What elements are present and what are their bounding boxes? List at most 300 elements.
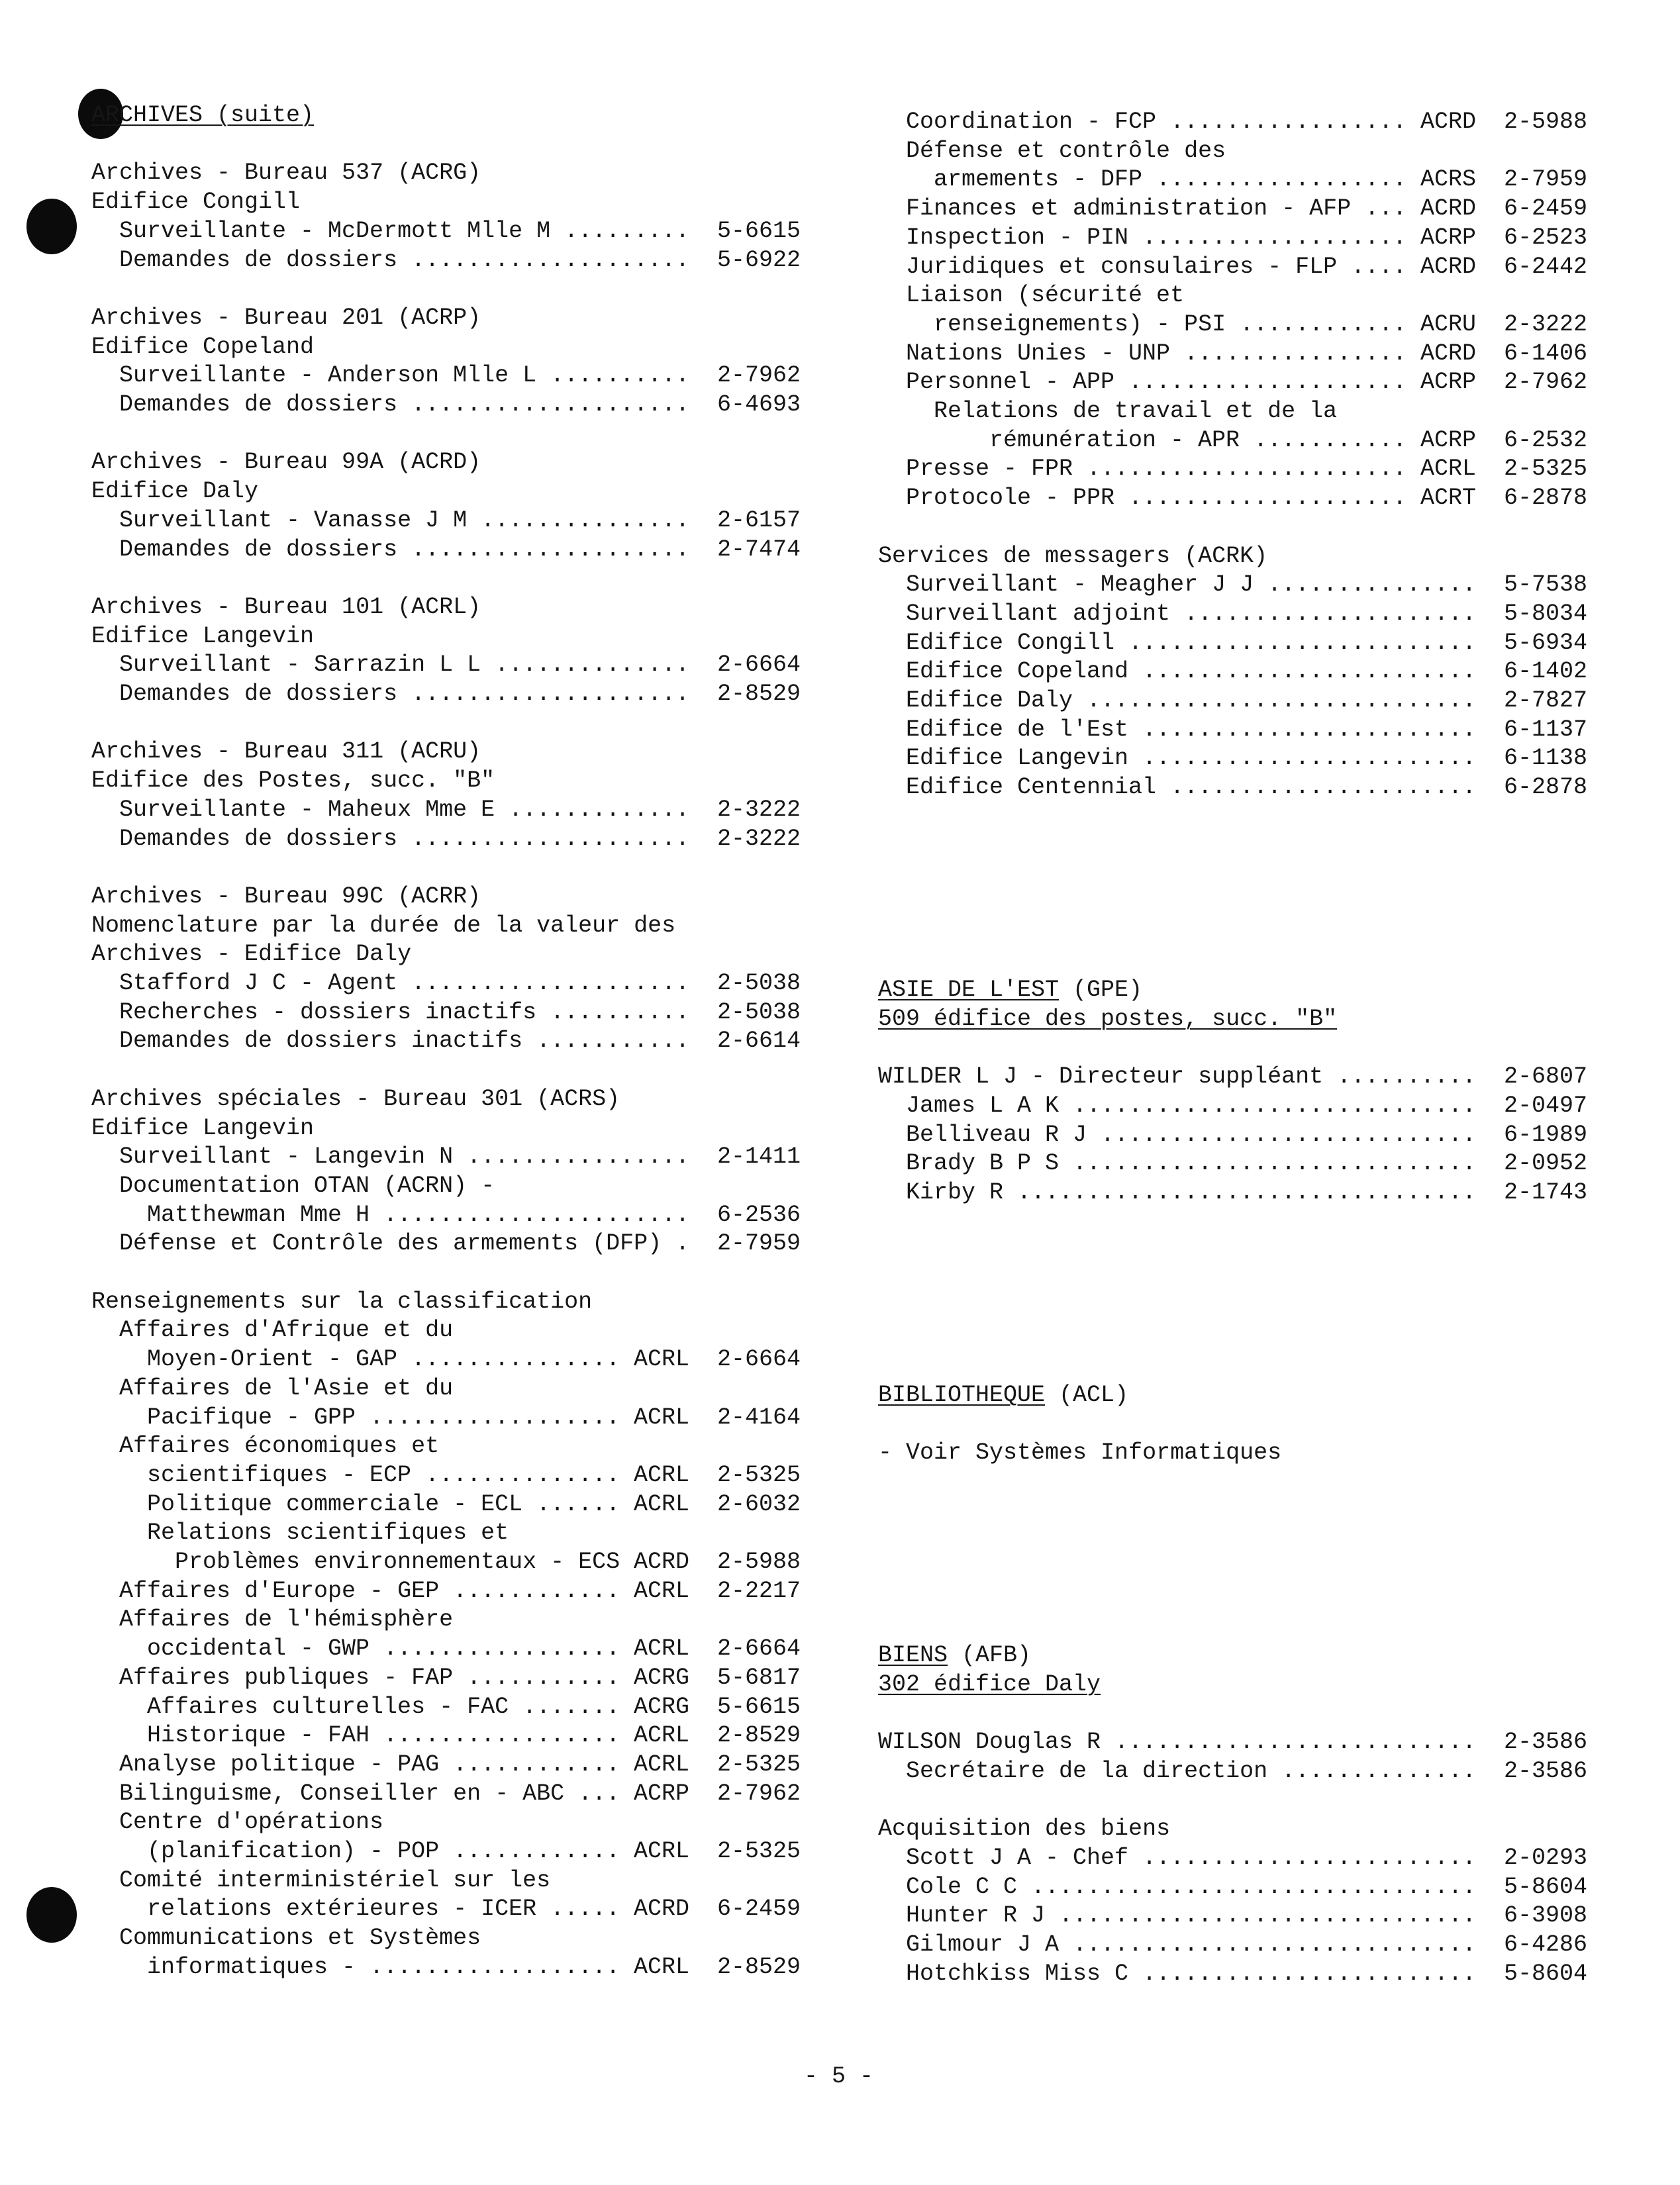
division-code: ACRP [1420,369,1477,396]
directory-line [91,217,833,246]
phone-extension: 2-7474 [717,536,801,563]
directory-line [878,1843,1640,1872]
entry-label: Edifice des Postes, succ. "B" [91,767,495,795]
phone-extension: 2-5325 [1504,456,1588,483]
directory-line [91,1345,833,1374]
entry-label: Archives - Bureau 201 (ACRP) [91,304,481,331]
phone-extension: 2-6664 [717,1635,801,1663]
division-code: ACRD [634,1896,690,1923]
phone-extension: 2-8529 [717,681,801,707]
phone-extension: 2-3586 [1504,1757,1588,1784]
entry-label: Scott J A - Chef [906,1845,1129,1871]
page-number: - 5 - [804,2063,874,2090]
division-code: ACRG [634,1664,690,1691]
entry-label: Edifice Copeland [91,333,315,360]
directory-line [878,744,1640,773]
division-code: ACRP [1420,426,1477,454]
phone-extension: 2-3586 [1504,1729,1588,1756]
division-code: ACRL [634,1953,690,1980]
phone-extension: 6-2536 [717,1201,801,1228]
directory-line [91,1085,833,1114]
directory-line [91,998,833,1027]
entry-label: Archives - Bureau 311 (ACRU) [91,738,481,765]
dot-leader: .................. [1142,166,1407,193]
directory-line [91,477,833,506]
directory-line [91,1663,833,1692]
entry-label: Archives - Bureau 99A (ACRD) [91,449,481,476]
directory-line [878,975,1640,1004]
directory-line [91,1721,833,1750]
entry-label: BIENS [878,1642,948,1669]
directory-line [91,1171,833,1200]
directory-line [878,628,1640,657]
phone-extension: 2-5038 [717,998,801,1026]
entry-suffix: (AFB) [948,1642,1032,1669]
binder-hole-upper [26,199,77,254]
phone-extension: 2-5988 [717,1549,801,1575]
dot-leader: ............. [495,796,690,823]
dot-leader: ........................... [1087,1121,1477,1148]
dot-leader: ... [1351,195,1407,222]
entry-label: Belliveau R J [906,1121,1087,1148]
directory-line [878,426,1640,455]
dot-leader: .................... [397,536,690,563]
dot-leader: ........................ [1128,1845,1477,1871]
entry-suffix: (ACL) [1045,1381,1129,1408]
directory-line [91,1692,833,1722]
division-code: ACRL [634,1838,690,1865]
entry-label: rémunération - APR [989,426,1240,454]
dot-leader: ........... [453,1664,620,1691]
phone-extension: 2-7959 [1504,166,1588,193]
directory-line [878,570,1640,599]
directory-line [91,1894,833,1923]
directory-line [91,1316,833,1345]
phone-extension: 6-2878 [1504,485,1588,512]
entry-label: Centre d'opérations [119,1809,384,1836]
directory-line [91,1142,833,1171]
directory-line [91,795,833,824]
entry-label: 302 édifice Daly [878,1671,1101,1698]
entry-label: Bilinguisme, Conseiller en - ABC [119,1780,565,1807]
entry-label: Edifice Centennial [906,774,1157,801]
dot-leader: .................... [397,246,690,273]
phone-extension: 2-8529 [717,1953,801,1980]
entry-label: Kirby R [906,1179,1004,1206]
dot-leader: .................... [1114,369,1407,396]
entry-label: Personnel - APP [906,369,1115,396]
phone-extension: 6-2442 [1504,253,1588,280]
entry-label: Affaires d'Afrique et du [119,1317,454,1344]
directory-line [878,1381,1640,1410]
phone-extension: 2-3222 [717,796,801,823]
entry-label: Acquisition des biens [878,1816,1171,1843]
directory-line [91,101,833,130]
entry-label: Surveillant - Meagher J J [906,571,1254,599]
dot-leader: ............ [439,1577,620,1604]
directory-line [91,1866,833,1895]
entry-label: Matthewman Mme H [147,1201,370,1228]
entry-label: Edifice Congill [91,189,301,216]
dot-leader: ................. [1156,109,1407,135]
division-code: ACRD [1420,340,1477,367]
directory-line [878,310,1640,339]
dot-leader: ....................... [1073,456,1407,483]
phone-extension: 2-0497 [1504,1092,1588,1119]
directory-line [878,1930,1640,1959]
directory-line [91,1287,833,1316]
entry-label: Cole C C [906,1873,1018,1900]
directory-line [91,506,833,535]
directory-line [91,1923,833,1953]
dot-leader: .................... [397,681,690,707]
directory-line [91,650,833,679]
phone-extension: 6-2459 [1504,195,1588,222]
phone-extension: 5-6615 [717,217,801,244]
entry-label: Surveillant - Vanasse J M [119,507,468,534]
directory-line [91,187,833,217]
directory-line [91,1547,833,1577]
phone-extension: 6-4693 [717,391,801,418]
directory-line [91,1779,833,1808]
directory-line [91,1605,833,1634]
dot-leader: ................ [453,1143,690,1171]
phone-extension: 2-6614 [717,1028,801,1055]
directory-line [91,1461,833,1490]
phone-extension: 6-1138 [1504,745,1588,772]
phone-extension: 2-3222 [1504,311,1588,338]
directory-line [878,599,1640,628]
phone-extension: 5-6922 [717,246,801,273]
entry-label: Demandes de dossiers [119,681,398,707]
directory-line [878,686,1640,715]
directory-line [878,367,1640,397]
dot-leader: ........................ [1128,658,1477,685]
directory-line [91,1374,833,1403]
entry-label: Edifice Langevin [91,1114,315,1141]
dot-leader: ........... [1240,426,1407,454]
phone-extension: 5-8604 [1504,1873,1588,1900]
entry-label: Surveillante - Maheux Mme E [119,796,495,823]
dot-leader: ..... [536,1896,620,1923]
directory-line [878,1178,1640,1207]
directory-line [878,1091,1640,1120]
phone-extension: 6-2878 [1504,774,1588,801]
division-code: ACRG [634,1693,690,1720]
entry-label: ARCHIVES (suite) [91,102,315,128]
phone-extension: 2-7962 [717,1780,801,1807]
division-code: ACRL [634,1577,690,1604]
entry-label: WILDER L J - Directeur suppléant [878,1063,1324,1091]
phone-extension: 5-6817 [717,1664,801,1691]
directory-line [878,1438,1640,1467]
entry-label: Demandes de dossiers inactifs [119,1028,523,1055]
entry-label: Renseignements sur la classification [91,1288,593,1315]
directory-line [878,1901,1640,1930]
entry-label: Documentation OTAN (ACRN) - [119,1172,495,1199]
entry-label: Recherches - dossiers inactifs [119,998,537,1026]
directory-line [878,223,1640,252]
entry-label: Edifice Congill [906,629,1115,656]
phone-extension: 2-6157 [717,507,801,534]
directory-line [878,657,1640,686]
phone-extension: 6-3908 [1504,1902,1588,1929]
phone-extension: 5-7538 [1504,571,1588,599]
dot-leader: ........................ [1128,1960,1477,1987]
dot-leader: .................. [356,1404,620,1431]
phone-extension: 2-5988 [1504,109,1588,135]
directory-line [91,1577,833,1606]
directory-line [878,339,1640,368]
phone-extension: 2-1411 [717,1143,801,1171]
dot-leader: .............. [1267,1757,1477,1784]
phone-extension: 2-2217 [717,1577,801,1604]
entry-label: Défense et Contrôle des armements (DFP) . [119,1230,690,1257]
directory-line [91,1432,833,1461]
directory-line [91,882,833,911]
dot-leader: .............. [481,652,690,679]
dot-leader: ............... [467,507,690,534]
dot-leader: ... [564,1780,620,1807]
entry-label: Affaires de l'Asie et du [119,1375,454,1402]
directory-line [91,969,833,998]
division-code: ACRD [1420,109,1477,135]
entry-label: ASIE DE L'EST [878,977,1060,1003]
entry-label: Secrétaire de la direction [906,1757,1268,1784]
phone-extension: 2-7959 [717,1230,801,1257]
right-column [878,107,1640,2027]
dot-leader: .......... [536,998,690,1026]
entry-label: renseignements) - PSI [934,311,1226,338]
entry-label: Relations de travail et de la [934,398,1338,424]
entry-label: Archives spéciales - Bureau 301 (ACRS) [91,1085,620,1112]
entry-label: Brady B P S [906,1150,1060,1177]
entry-label: Nomenclature par la durée de la valeur des [91,912,676,939]
directory-line [878,1727,1640,1757]
entry-label: Stafford J C - Agent [119,970,398,996]
entry-label: Finances et administration - AFP [906,195,1352,222]
directory-line [91,158,833,187]
directory-line [91,824,833,853]
entry-label: Problèmes environnementaux - ECS [175,1549,620,1575]
entry-label: Surveillante - Anderson Mlle L [119,362,537,389]
dot-leader: ................... [1128,224,1407,251]
division-code: ACRD [634,1549,690,1575]
directory-line [91,1026,833,1055]
division-code: ACRL [634,1404,690,1431]
phone-extension: 2-6807 [1504,1063,1588,1091]
division-code: ACRL [634,1346,690,1373]
division-code: ACRL [634,1490,690,1518]
dot-leader: .................... [1114,485,1407,512]
dot-leader: .................. [356,1953,620,1980]
entry-label: Demandes de dossiers [119,391,398,418]
directory-line [878,1641,1640,1670]
directory-line [91,622,833,651]
entry-label: James L A K [906,1092,1060,1119]
directory-line [878,1149,1640,1178]
entry-label: Pacifique - GPP [147,1404,356,1431]
dot-leader: ............ [439,1751,620,1778]
division-code: ACRL [634,1635,690,1663]
phone-extension: 2-4164 [717,1404,801,1431]
directory-line [878,483,1640,512]
entry-label: scientifiques - ECP [147,1461,412,1488]
directory-line [878,715,1640,744]
division-code: ACRD [1420,253,1477,280]
directory-line [878,165,1640,194]
entry-label: Protocole - PPR [906,485,1115,512]
phone-extension: 6-4286 [1504,1931,1588,1959]
directory-line [91,303,833,332]
entry-label: BIBLIOTHEQUE [878,1381,1046,1408]
entry-label: Communications et Systèmes [119,1925,481,1952]
directory-line [91,1490,833,1519]
division-code: ACRL [634,1751,690,1778]
dot-leader: ............................. [1059,1150,1477,1177]
dot-leader: ........... [522,1028,690,1055]
entry-label: Affaires de l'hémisphère [119,1606,454,1633]
entry-label: relations extérieures - ICER [147,1896,537,1923]
phone-extension: 2-3222 [717,825,801,852]
dot-leader: ................................ [1017,1873,1477,1900]
entry-label: Affaires publiques - FAP [119,1664,454,1691]
dot-leader: ......... [550,217,690,244]
dot-leader: .... [1337,253,1407,280]
directory-line [878,1004,1640,1034]
entry-label: Archives - Bureau 99C (ACRR) [91,883,481,910]
dot-leader: ................. [370,1722,620,1749]
entry-label: Edifice de l'Est [906,716,1129,743]
division-code: ACRS [1420,166,1477,193]
directory-line [878,194,1640,223]
phone-extension: 2-0293 [1504,1845,1588,1871]
directory-line [878,136,1640,166]
phone-extension: 6-1402 [1504,658,1588,685]
directory-line [91,448,833,477]
division-code: ACRL [634,1722,690,1749]
entry-label: Politique commerciale - ECL [147,1490,523,1518]
division-code: ACRP [634,1780,690,1807]
phone-extension: 6-1406 [1504,340,1588,367]
phone-extension: 2-6032 [717,1490,801,1518]
entry-label: occidental - GWP [147,1635,370,1663]
phone-extension: 5-8034 [1504,600,1588,627]
dot-leader: ...................... [370,1201,690,1228]
directory-line [878,454,1640,483]
entry-label: Services de messagers (ACRK) [878,542,1268,569]
directory-line [91,1837,833,1866]
dot-leader: .......... [1323,1063,1477,1091]
dot-leader: ............................ [1073,687,1477,714]
directory-line [91,911,833,940]
directory-line [878,252,1640,281]
entry-label: Affaires culturelles - FAC [147,1693,509,1720]
directory-line [878,281,1640,310]
directory-line [91,390,833,419]
dot-leader: .................... [397,970,690,996]
phone-extension: 2-7962 [717,362,801,389]
dot-leader: ........................ [1128,745,1477,772]
dot-leader: .............. [411,1461,620,1488]
entry-label: Demandes de dossiers [119,246,398,273]
entry-label: WILSON Douglas R [878,1729,1101,1756]
entry-label: Surveillant - Langevin N [119,1143,454,1171]
directory-line [91,1518,833,1547]
dot-leader: ....... [509,1693,620,1720]
entry-label: armements - DFP [934,166,1143,193]
dot-leader: ............................. [1059,1092,1477,1119]
entry-label: Surveillante - McDermott Mlle M [119,217,551,244]
entry-label: Hotchkiss Miss C [906,1960,1129,1987]
directory-line [91,535,833,564]
directory-line [91,766,833,795]
entry-label: Juridiques et consulaires - FLP [906,253,1338,280]
directory-line [878,397,1640,426]
entry-label: Edifice Langevin [906,745,1129,772]
directory-line [878,1872,1640,1902]
dot-leader: .................... [397,391,690,418]
entry-label: Inspection - PIN [906,224,1129,251]
entry-label: Gilmour J A [906,1931,1060,1959]
directory-line [878,773,1640,802]
entry-label: Demandes de dossiers [119,825,398,852]
dot-leader: ................ [1170,340,1407,367]
entry-label: Surveillant - Sarrazin L L [119,652,481,679]
directory-line [91,679,833,708]
dot-leader: ............ [1226,311,1407,338]
phone-extension: 2-8529 [717,1722,801,1749]
phone-extension: 6-2523 [1504,224,1588,251]
dot-leader: ............ [439,1838,620,1865]
entry-label: Edifice Langevin [91,622,315,650]
phone-extension: 2-5038 [717,970,801,996]
entry-label: Archives - Bureau 101 (ACRL) [91,593,481,620]
entry-label: Relations scientifiques et [147,1520,509,1547]
phone-extension: 2-7962 [1504,369,1588,396]
entry-label: Edifice Daly [91,478,259,505]
directory-line [91,1403,833,1432]
directory-line [91,246,833,275]
dot-leader: ................................. [1003,1179,1477,1206]
directory-line [91,1953,833,1982]
entry-suffix: (GPE) [1059,977,1143,1003]
division-code: ACRL [634,1461,690,1488]
entry-label: Historique - FAH [147,1722,370,1749]
directory-line [878,1757,1640,1786]
directory-line [91,1634,833,1663]
dot-leader: ........................ [1128,716,1477,743]
phone-extension: 5-6934 [1504,629,1588,656]
entry-label: Presse - FPR [906,456,1073,483]
directory-line [91,1808,833,1837]
phone-extension: 5-6615 [717,1693,801,1720]
phone-extension: 2-7827 [1504,687,1588,714]
directory-line [878,1814,1640,1843]
entry-label: Nations Unies - UNP [906,340,1171,367]
directory-line [91,593,833,622]
dot-leader: ...... [522,1490,620,1518]
directory-line [878,1120,1640,1149]
directory-line [91,1200,833,1230]
division-code: ACRD [1420,195,1477,222]
dot-leader: .......................... [1101,1729,1477,1756]
dot-leader: ................. [370,1635,620,1663]
dot-leader: ..................... [1170,600,1477,627]
entry-label: - Voir Systèmes Informatiques [878,1439,1282,1467]
phone-extension: 6-1989 [1504,1121,1588,1148]
dot-leader: ...................... [1156,774,1477,801]
